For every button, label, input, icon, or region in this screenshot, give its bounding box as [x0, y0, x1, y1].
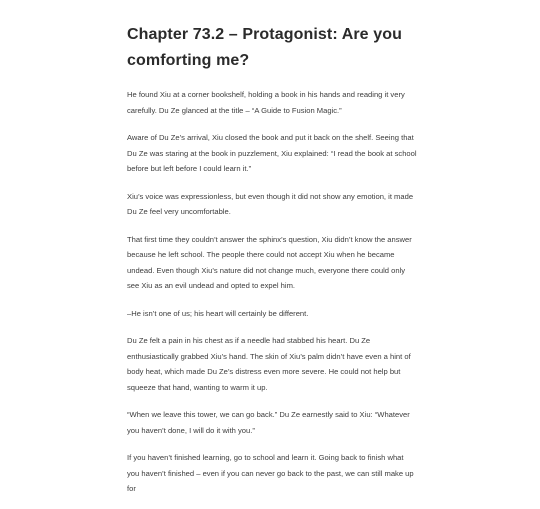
story-paragraph: If you haven’t finished learning, go to school and learn it. Going back to finish what you haven’t finished – even if you can never go back to the past, we can still make up for: [127, 453, 414, 493]
story-paragraph: That first time they couldn’t answer the sphinx’s question, Xiu didn’t know the answer because he left school. The people there could not accept Xiu when he became undead. Even though Xiu’s nature did not change much, everyone there could only see Xiu as an evil undead and opted to expel him.: [127, 234, 412, 290]
story-paragraph: “When we leave this tower, we can go back.” Du Ze earnestly said to Xiu: “Whatever you haven’t done, I will do it with you.”: [127, 410, 410, 435]
story-paragraph: Aware of Du Ze’s arrival, Xiu closed the book and put it back on the shelf. Seeing that Du Ze was staring at the book in puzzlement, Xiu explained: “I read the book at school before but left before I could learn it.”: [127, 133, 417, 173]
story-paragraph: –He isn’t one of us; his heart will certainly be different.: [127, 308, 309, 318]
story-paragraph: Xiu’s voice was expressionless, but even though it did not show any emotion, it made Du Ze feel very uncomfortable.: [127, 191, 414, 216]
chapter-title: Chapter 73.2 – Protagonist: Are you comforting me?: [127, 26, 402, 69]
story-paragraph: Du Ze felt a pain in his chest as if a needle had stabbed his heart. Du Ze enthusiastically grabbed Xiu’s hand. The skin of Xiu’s palm didn’t have even a hint of body heat, which made Du Ze’s distress even more severe. He could not help but squeeze that hand, wanting to warm it up.: [127, 336, 411, 392]
chapter-article: [127, 22, 417, 509]
story-paragraph: He found Xiu at a corner bookshelf, holding a book in his hands and reading it very carefully. Du Ze glanced at the title – “A Guide to Fusion Magic.”: [127, 90, 405, 115]
